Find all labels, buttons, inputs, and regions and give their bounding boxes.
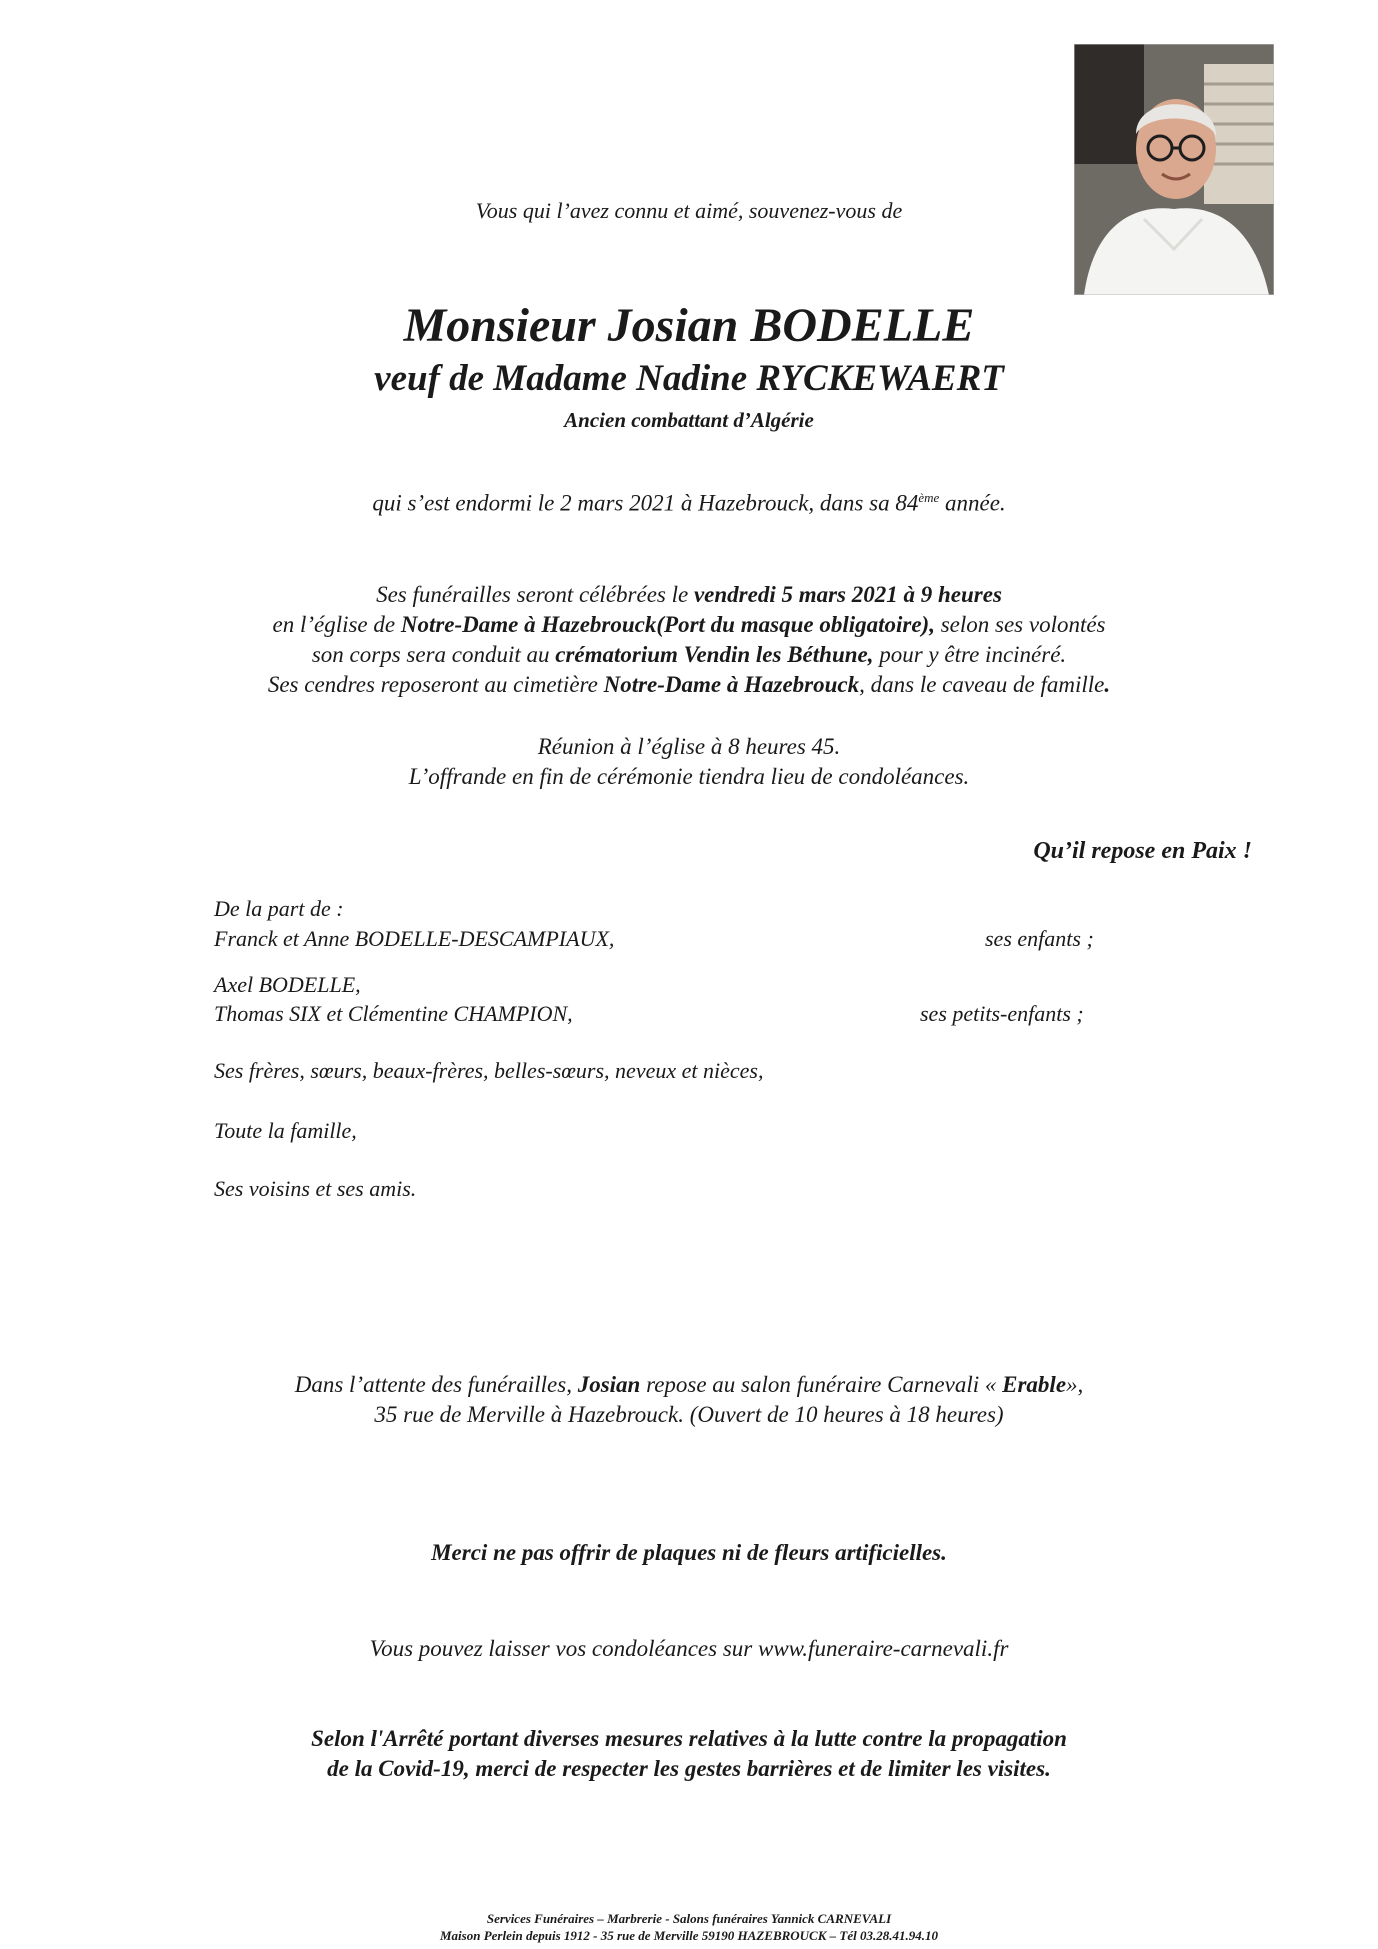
- rip-text: Qu’il repose en Paix !: [1033, 838, 1252, 864]
- visit-l1-text: Dans l’attente des funérailles,: [294, 1372, 578, 1397]
- funeral-cemetery: Notre-Dame à Hazebrouck: [603, 672, 860, 697]
- meeting-block: [0, 732, 1378, 792]
- funeral-block: [0, 580, 1378, 700]
- family-from: De la part de :: [214, 896, 344, 921]
- funeral-l2-end: selon ses volontés: [934, 612, 1106, 637]
- visit-block: [0, 1370, 1378, 1430]
- funeral-l3-end: pour y être incinéré.: [873, 642, 1067, 667]
- passing-after: année.: [939, 490, 1006, 516]
- deceased-name: Monsieur Josian BODELLE: [403, 299, 975, 352]
- family-siblings: Ses frères, sœurs, beaux-frères, belles-sœurs, neveux et nièces,: [214, 1058, 764, 1083]
- covid-notice: [0, 1724, 1378, 1784]
- funeral-church: Notre-Dame à Hazebrouck(Port du masque obligatoire),: [400, 612, 935, 637]
- family-all: Toute la famille,: [214, 1118, 357, 1143]
- family-children-role: ses enfants ;: [985, 926, 1094, 951]
- family-grandchild-1: Axel BODELLE,: [214, 972, 361, 997]
- portrait-illustration: [1074, 44, 1274, 295]
- veteran-title: Ancien combattant d’Algérie: [564, 408, 814, 432]
- condolences-text: Vous pouvez laisser vos condoléances sur www.funeraire-carnevali.fr: [369, 1636, 1009, 1661]
- passing-line: [0, 490, 1378, 517]
- deceased-portrait: [1074, 44, 1274, 295]
- funeral-line-2: [0, 610, 1378, 640]
- intro-text: Vous qui l’avez connu et aimé, souvenez-vous de: [475, 198, 903, 223]
- visit-salon-name: Erable: [1002, 1372, 1067, 1397]
- funeral-l4-end: , dans le caveau de famille: [859, 672, 1105, 697]
- visit-line-2: 35 rue de Merville à Hazebrouck. (Ouvert de 10 heures à 18 heures): [374, 1402, 1004, 1427]
- footer-line-2: Maison Perlein depuis 1912 - 35 rue de Merville 59190 HAZEBROUCK – Tél 03.28.41.94.10: [440, 1928, 938, 1943]
- meeting-line-2: L’offrande en fin de cérémonie tiendra lieu de condoléances.: [408, 764, 970, 789]
- visit-l1-end: »,: [1066, 1372, 1084, 1397]
- funeral-l3-text: son corps sera conduit au: [311, 642, 556, 667]
- meeting-line-1: Réunion à l’église à 8 heures 45.: [537, 734, 841, 759]
- funeral-l1-text: Ses funérailles seront célébrées le: [376, 582, 694, 607]
- footer-line-1: Services Funéraires – Marbrerie - Salons funéraires Yannick CARNEVALI: [486, 1911, 892, 1926]
- funeral-line-4: [0, 670, 1378, 700]
- visit-line-1: [0, 1370, 1378, 1400]
- funeral-l4-text: Ses cendres reposeront au cimetière: [267, 672, 604, 697]
- widow-line: veuf de Madame Nadine RYCKEWAERT: [374, 358, 1004, 399]
- family-neighbors: Ses voisins et ses amis.: [214, 1176, 417, 1201]
- family-grandchildren-role: ses petits-enfants ;: [920, 1001, 1084, 1026]
- family-children: Franck et Anne BODELLE-DESCAMPIAUX,: [214, 926, 615, 951]
- visit-first-name: Josian: [577, 1372, 641, 1397]
- visit-l1-mid: repose au salon funéraire Carnevali «: [640, 1372, 1003, 1397]
- funeral-crematorium: crématorium Vendin les Béthune,: [555, 642, 874, 667]
- funeral-line-3: [0, 640, 1378, 670]
- funeral-line-1: [0, 580, 1378, 610]
- funeral-l2-text: en l’église de: [272, 612, 401, 637]
- passing-text: qui s’est endormi le 2 mars 2021 à Hazebrouck, dans sa 84: [372, 490, 919, 516]
- family-grandchild-2: Thomas SIX et Clémentine CHAMPION,: [214, 1001, 573, 1026]
- covid-line-1: Selon l'Arrêté portant diverses mesures relatives à la lutte contre la propagation: [311, 1726, 1067, 1751]
- funeral-date: vendredi 5 mars 2021 à 9 heures: [693, 582, 1002, 607]
- footer: [0, 1910, 1378, 1944]
- no-flowers-notice: Merci ne pas offrir de plaques ni de fleurs artificielles.: [431, 1540, 947, 1565]
- covid-line-2: de la Covid-19, merci de respecter les gestes barrières et de limiter les visites.: [327, 1756, 1051, 1781]
- funeral-l4-period: .: [1104, 672, 1111, 697]
- passing-sup: ème: [918, 490, 940, 505]
